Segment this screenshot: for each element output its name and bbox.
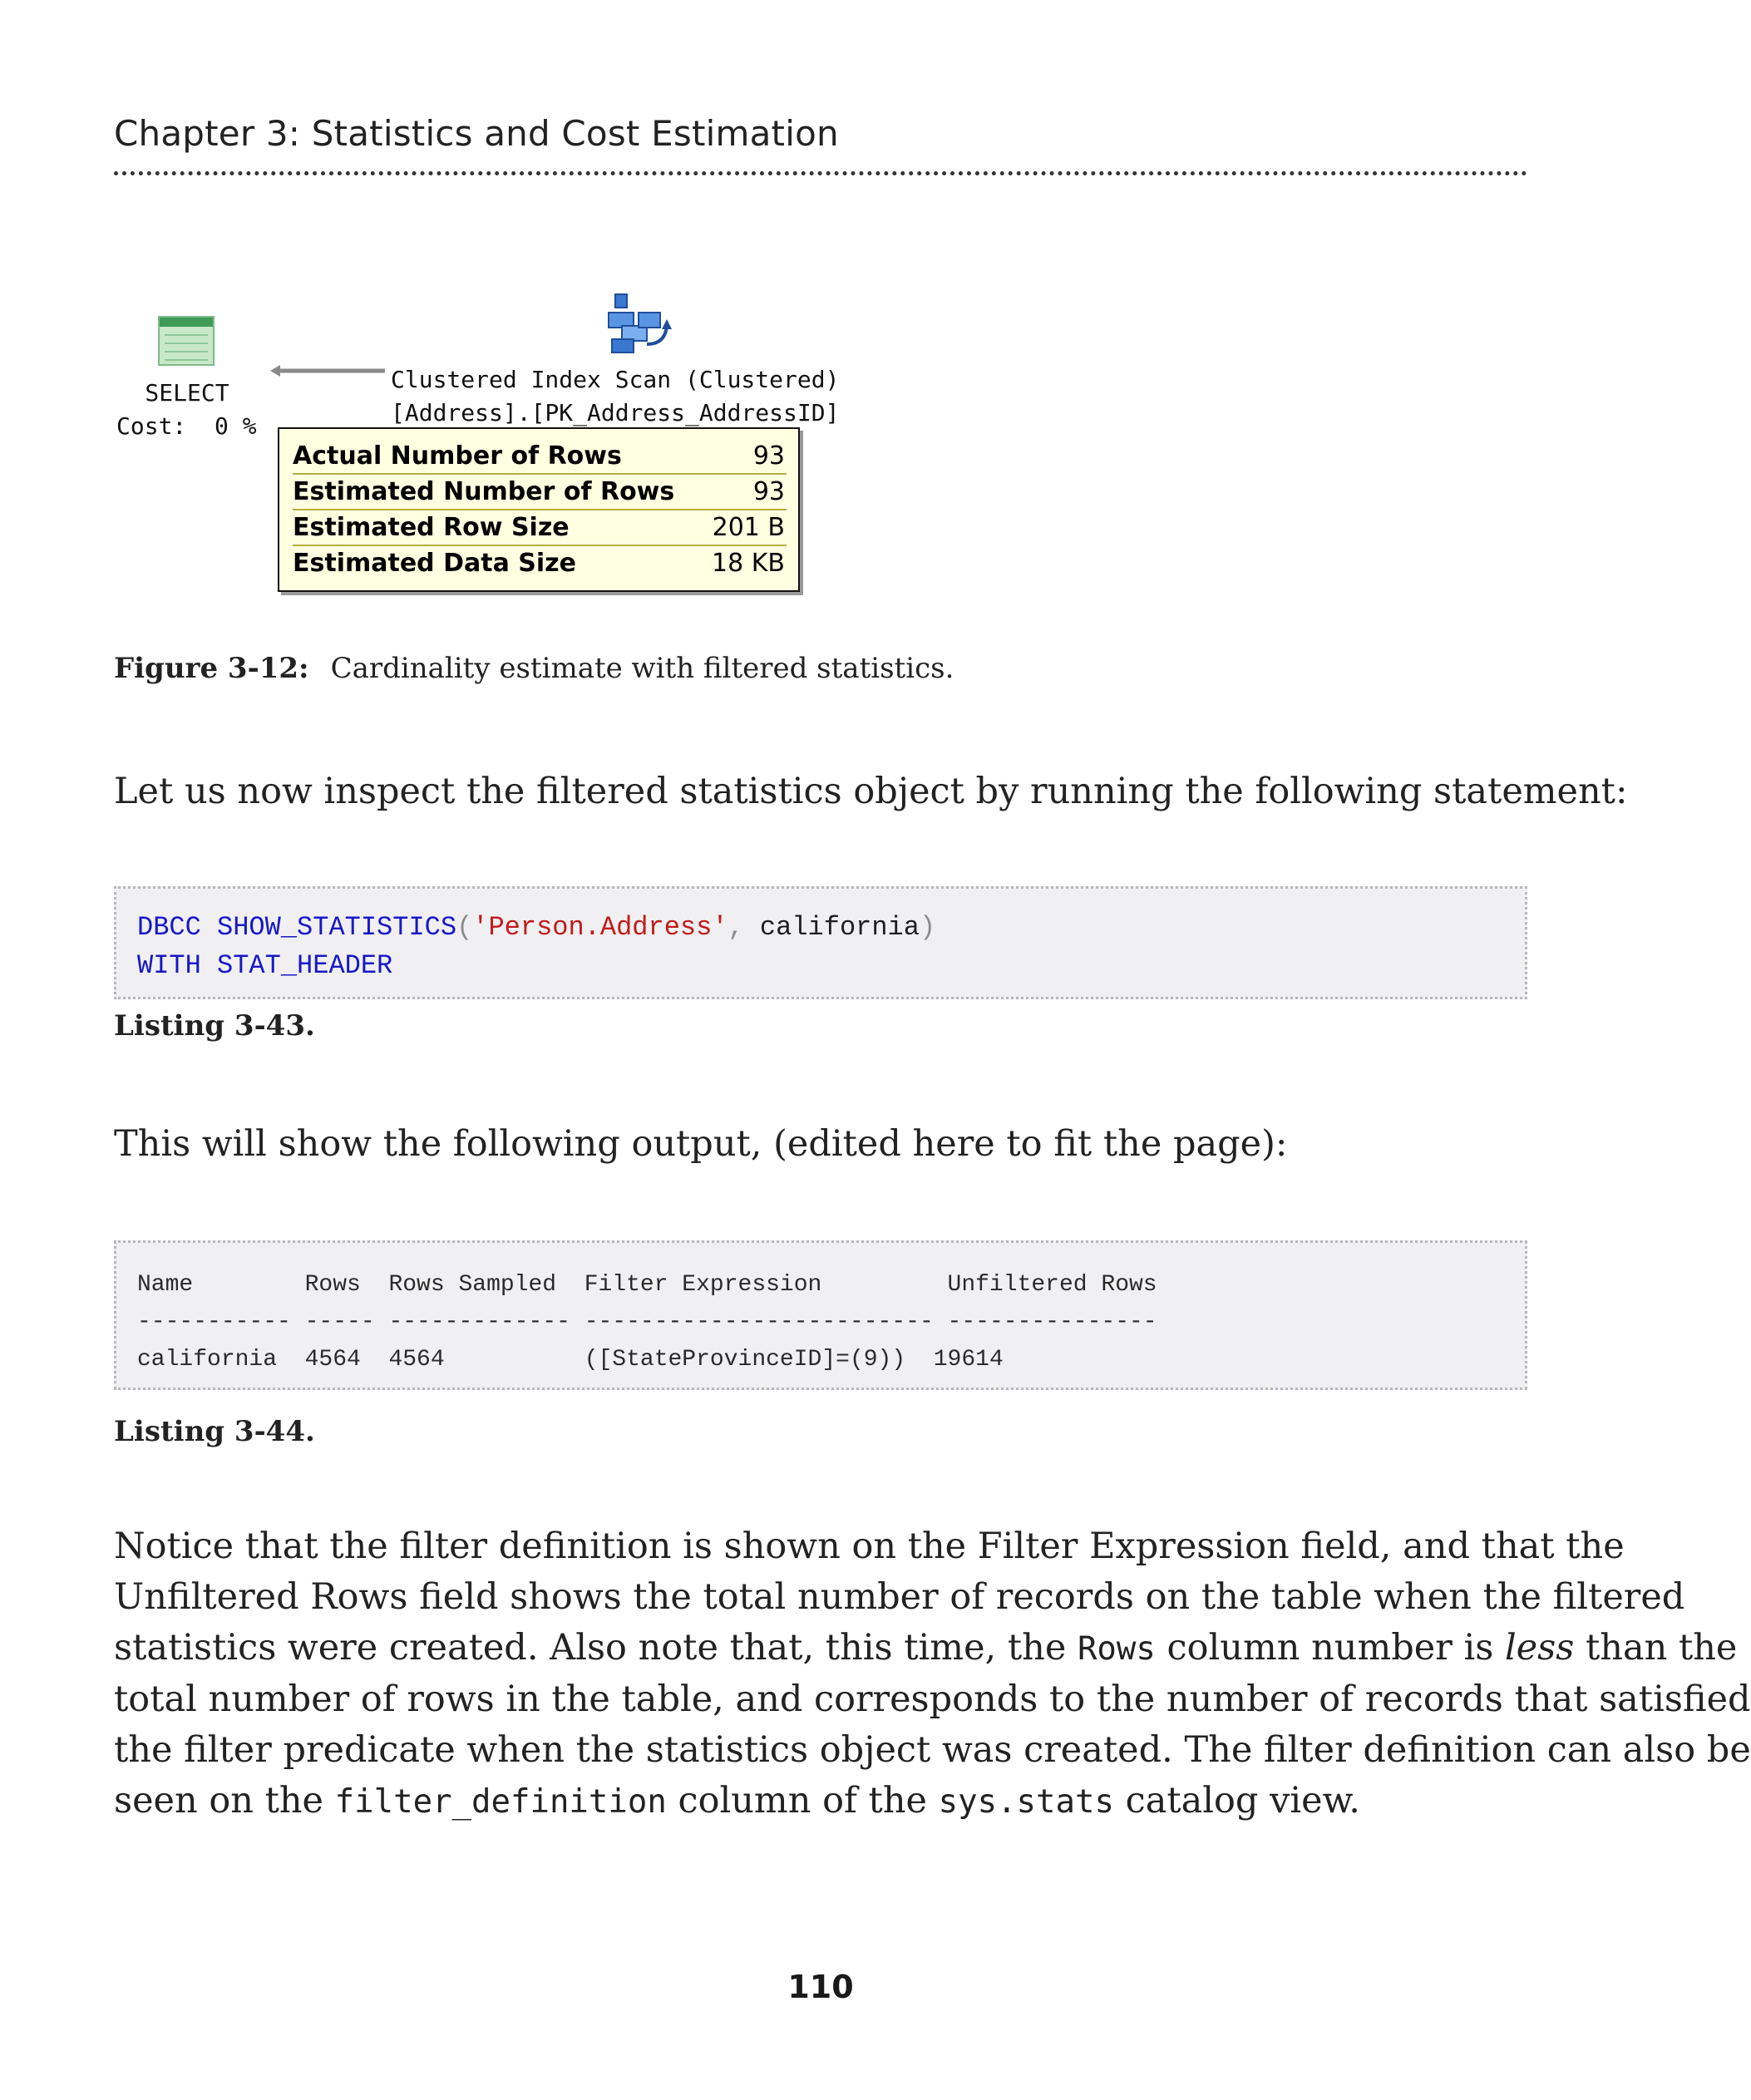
code-keyword: STAT_HEADER bbox=[217, 950, 393, 981]
code-punct: , bbox=[728, 912, 744, 943]
output-data-line: california 4564 4564 ([StateProvinceID]=(9)) 19614 bbox=[137, 1347, 1004, 1373]
text-run: statistics were created. Also note that, this time, the bbox=[114, 1627, 1078, 1669]
text-run: column number is bbox=[1155, 1627, 1505, 1669]
code-keyword: SHOW_STATISTICS bbox=[217, 912, 457, 943]
code-punct: ) bbox=[919, 912, 936, 943]
text-run: than the bbox=[1574, 1627, 1738, 1669]
select-operator-cost: Cost: 0 % bbox=[116, 412, 257, 440]
listing-label-3-44: Listing 3-44. bbox=[114, 1415, 315, 1448]
inline-code: Rows bbox=[1077, 1630, 1156, 1668]
tooltip-row bbox=[293, 510, 787, 546]
tooltip-value: 201 B bbox=[712, 513, 785, 542]
code-punct: ( bbox=[456, 912, 473, 943]
paragraph-line bbox=[114, 1623, 1738, 1674]
tooltip-label: Estimated Data Size bbox=[293, 549, 576, 578]
figure-caption bbox=[114, 652, 954, 685]
inline-code: filter_definition bbox=[334, 1783, 667, 1821]
body-paragraph-2: This will show the following output, (edited here to fit the page): bbox=[114, 1123, 1288, 1165]
text-run: catalog view. bbox=[1113, 1780, 1360, 1821]
header-dotted-rule bbox=[114, 171, 1527, 175]
clustered-index-scan-icon bbox=[605, 293, 673, 357]
scan-operator-object: [Address].[PK_Address_AddressID] bbox=[391, 399, 840, 426]
output-rule-line: ----------- ----- ------------- ------------------------- --------------- bbox=[137, 1309, 1157, 1335]
figure-caption-text: Cardinality estimate with filtered statistics. bbox=[330, 652, 954, 685]
emphasis: less bbox=[1504, 1627, 1575, 1669]
text-run: seen on the bbox=[114, 1780, 335, 1821]
plan-flow-arrow-icon bbox=[270, 362, 385, 379]
code-string: 'Person.Address' bbox=[472, 912, 728, 943]
code-listing-3-43 bbox=[114, 886, 1527, 999]
select-operator-icon bbox=[158, 316, 215, 366]
inline-code: sys.stats bbox=[938, 1783, 1114, 1821]
tooltip-label: Estimated Number of Rows bbox=[293, 477, 675, 506]
paragraph-line: total number of rows in the table, and corresponds to the number of records that satisfied bbox=[114, 1679, 1751, 1720]
body-paragraph-3 bbox=[114, 1521, 1751, 1827]
tooltip-value: 93 bbox=[752, 441, 785, 471]
code-identifier: california bbox=[759, 912, 920, 943]
scan-operator-title: Clustered Index Scan (Clustered) bbox=[391, 366, 840, 393]
code-keyword: DBCC bbox=[137, 912, 201, 943]
output-header-line: Name Rows Rows Sampled Filter Expression Unfiltered Rows bbox=[137, 1272, 1157, 1298]
tooltip-label: Actual Number of Rows bbox=[293, 441, 622, 471]
tooltip-label: Estimated Row Size bbox=[293, 513, 570, 542]
tooltip-row bbox=[293, 439, 787, 475]
code-keyword: WITH bbox=[137, 950, 201, 981]
paragraph-line: the filter predicate when the statistics object was created. The filter definition can also be bbox=[114, 1729, 1751, 1771]
paragraph-line: Notice that the filter definition is shown on the Filter Expression field, and that the bbox=[114, 1526, 1625, 1567]
text-run: column of the bbox=[666, 1780, 939, 1821]
tooltip-row bbox=[293, 475, 787, 510]
tooltip-value: 93 bbox=[752, 477, 785, 506]
paragraph-line: Unfiltered Rows field shows the total number of records on the table when the filtered bbox=[114, 1576, 1685, 1618]
code-line bbox=[137, 909, 1525, 947]
chapter-title: Chapter 3: Statistics and Cost Estimation bbox=[114, 113, 839, 154]
code-listing-3-44 bbox=[114, 1240, 1527, 1390]
select-operator-label: SELECT bbox=[145, 379, 229, 407]
operator-properties-tooltip bbox=[278, 427, 800, 592]
tooltip-row bbox=[293, 546, 787, 580]
paragraph-line bbox=[114, 1776, 1544, 1827]
listing-label-3-43: Listing 3-43. bbox=[114, 1009, 315, 1043]
code-line bbox=[137, 947, 1525, 985]
page-number: 110 bbox=[787, 1969, 854, 2005]
body-paragraph-1: Let us now inspect the filtered statistics object by running the following statement: bbox=[114, 771, 1628, 812]
figure-caption-label: Figure 3-12: bbox=[114, 652, 309, 685]
tooltip-value: 18 KB bbox=[712, 549, 785, 578]
